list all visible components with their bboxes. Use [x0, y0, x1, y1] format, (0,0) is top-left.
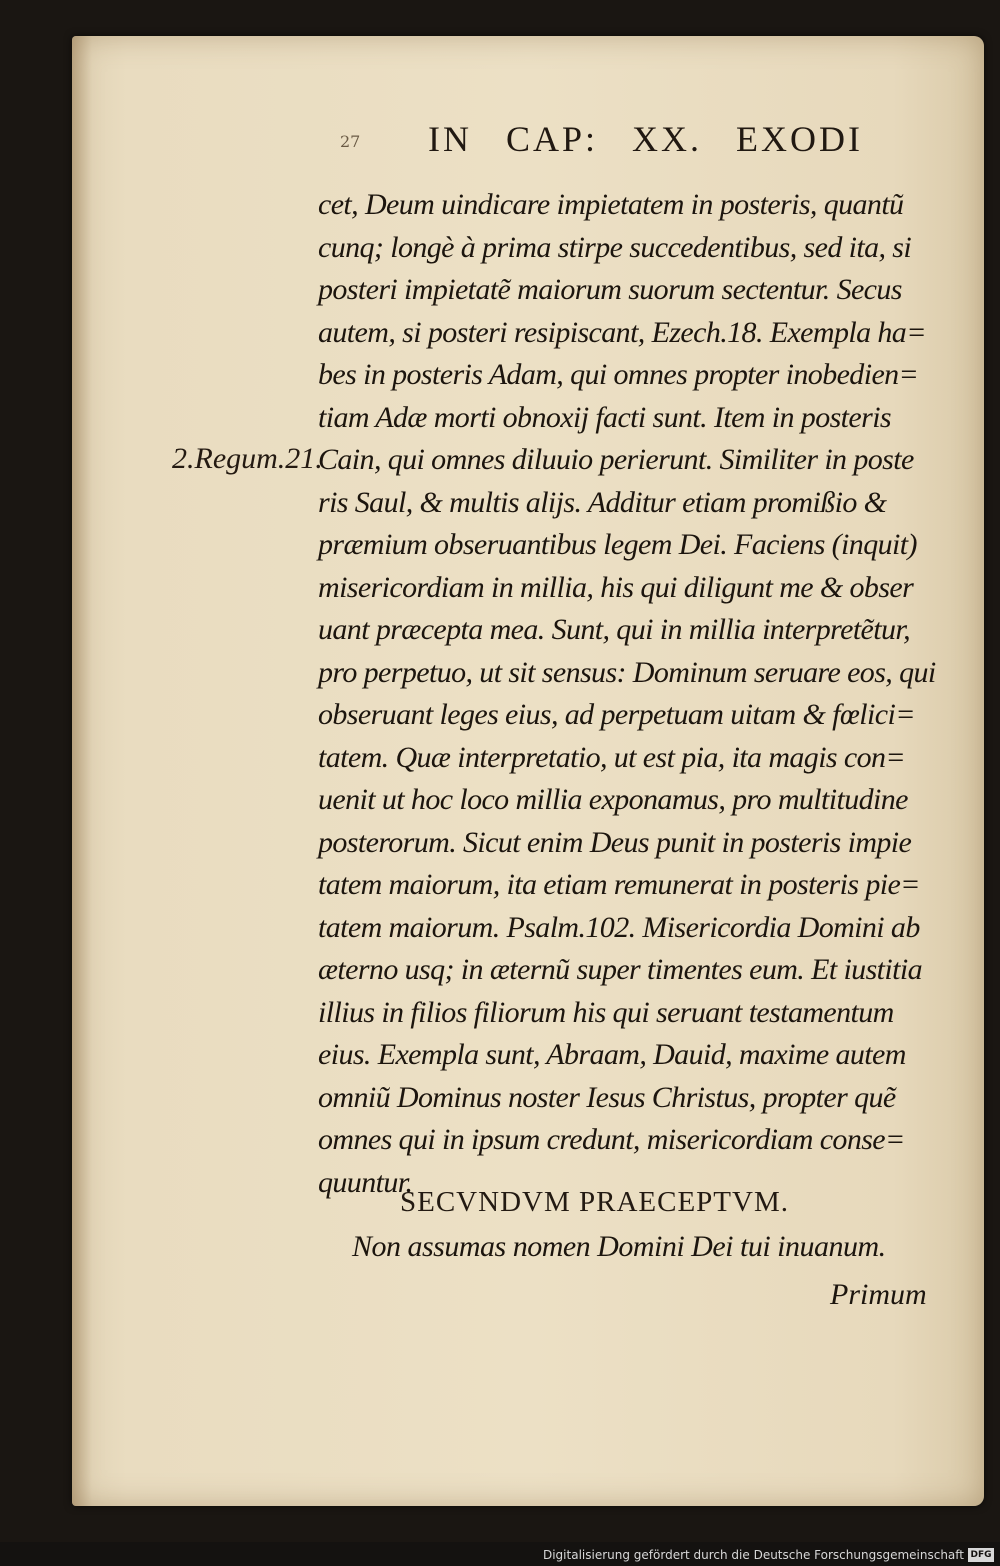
text-line: posteri impietatẽ maiorum suorum sectentur. Secus [318, 273, 902, 306]
text-line: tatem maiorum. Psalm.102. Misericordia Domini ab [318, 910, 920, 944]
text-line: posterorum. Sicut enim Deus punit in posteris impie [318, 825, 912, 859]
text-line: omnes qui in ipsum credunt, misericordiam conse= [318, 1123, 905, 1156]
text-line: misericordiam in millia, his qui diligunt me & obser [318, 570, 914, 604]
text-line: tatem maiorum, ita etiam remunerat in posteris pie= [318, 868, 920, 901]
text-line: omniũ Dominus noster Iesus Christus, propter quẽ [318, 1080, 896, 1114]
catchword: Primum [830, 1278, 927, 1311]
text-line: illius in filios filiorum his qui seruant testamentum [318, 995, 894, 1029]
text-line: Cain, qui omnes diluuio perierunt. Similiter in poste [318, 443, 914, 476]
text-line: tiam Adæ morti obnoxij facti sunt. Item in posteris [318, 400, 892, 434]
text-line: quuntur. [318, 1165, 413, 1199]
footer-bar [0, 1542, 1000, 1566]
text-line: ris Saul, & multis alijs. Additur etiam promißio & [318, 485, 887, 519]
running-head [340, 118, 900, 166]
text-line: tatem. Quæ interpretatio, ut est pia, ita magis con= [318, 740, 906, 774]
section-heading: SECVNDVM PRAECEPTVM. [400, 1186, 789, 1218]
text-line: obseruant leges eius, ad perpetuam uitam & fœlici= [318, 698, 915, 731]
text-line: æterno usq; in æternũ super timentes eum. Et iustitia [318, 953, 923, 986]
text-line: cet, Deum uindicare impietatem in posteris, quantũ [318, 188, 904, 221]
text-line: pro perpetuo, ut sit sensus: Dominum seruare eos, qui [318, 655, 936, 689]
digitization-attribution: Digitalisierung gefördert durch die Deutsche Forschungsgemeinschaft [542, 1548, 964, 1562]
text-line: cunq; longè à prima stirpe succedentibus, sed ita, si [318, 230, 912, 264]
page-number: 27 [340, 132, 361, 151]
text-line: autem, si posteri resipiscant, Ezech.18. Exempla ha= [318, 315, 926, 349]
text-line: eius. Exempla sunt, Abraam, Dauid, maxime autem [318, 1038, 906, 1071]
text-line: uant præcepta mea. Sunt, qui in millia interpretẽtur, [318, 613, 911, 646]
text-line: bes in posteris Adam, qui omnes propter inobedien= [318, 358, 919, 391]
marginal-note: 2.Regum.21. [172, 442, 323, 475]
running-head-title: IN CAP: XX. EXODI [428, 119, 863, 159]
body-text [318, 184, 968, 1204]
text-line: uenit ut hoc loco millia exponamus, pro multitudine [318, 783, 908, 816]
precept-text: Non assumas nomen Domini Dei tui inuanum. [352, 1230, 886, 1263]
dfg-logo: DFG [968, 1548, 994, 1562]
text-line: præmium obseruantibus legem Dei. Faciens (inquit) [318, 528, 917, 561]
